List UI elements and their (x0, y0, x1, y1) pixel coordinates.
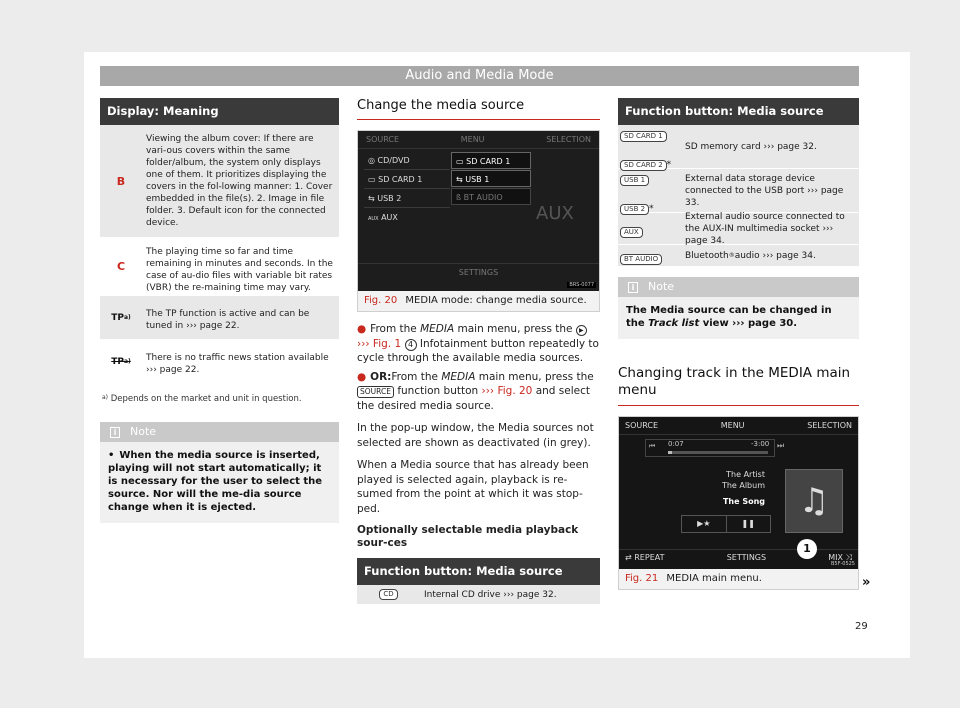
source-description: SD memory card ››› page 32. (685, 141, 817, 152)
table-row (100, 296, 339, 340)
subheading: Optionally selectable media playback sour-ces (357, 524, 579, 549)
pause-icon[interactable]: ❚❚ (741, 519, 755, 528)
table-row (357, 585, 600, 605)
tp-icon: TP a) (111, 312, 131, 323)
paragraph: In the pop-up window, the Media sources not selected are shown as deactivated (in grey). (357, 422, 594, 449)
source-button-bt[interactable]: ß BT AUDIO (451, 188, 531, 205)
source-item-sd1: ▭ SD CARD 1 (364, 170, 450, 189)
callout-number: 4 (405, 339, 417, 351)
tab-selection[interactable]: SELECTION (807, 421, 852, 430)
cd-button: CD (379, 589, 397, 600)
artist-name: The Artist (726, 470, 765, 479)
display-meaning: The TP function is active and can be tuned in ››› page 22. (146, 309, 310, 331)
media-source-screen: SOURCE MENU SELECTION ◎ CD/DVD ▭ SD CARD 1 ⇆ USB 2 AUX AUX ▭ SD CARD 1 ⇆ USB 1 ß BT AUDIO AUX SETTINGS BRS-0077 (358, 131, 599, 291)
table-row (100, 340, 339, 384)
info-icon: i (110, 427, 120, 438)
previous-icon[interactable]: ⏮ (649, 442, 656, 450)
music-note-icon: ♫ (785, 469, 843, 533)
aux-label: AUX (536, 203, 574, 224)
source-item-cd: ◎ CD/DVD (364, 151, 450, 170)
column-left (100, 98, 339, 523)
usb-1-button: USB 1 (620, 175, 649, 186)
table-heading: Function button: Media source (357, 558, 600, 585)
table-row (618, 213, 859, 245)
aux-button: AUX (620, 227, 643, 238)
display-meaning: Viewing the album cover: If there are vari-ous covers within the same folder/album, the system only displays one of them. It prioritizes displaying the covers in the fol-lowing manner: 1. Cover embedded in the file(s). 2. Image in file folder. 3. Default icon for the connected device. (146, 134, 333, 228)
note-text: • When the media source is inserted, playing will not start automatically; it is necessary for the user to select the source. Nor will the me-dia source change when it is ejected. (100, 442, 339, 523)
settings-button[interactable]: SETTINGS (726, 553, 767, 562)
body-text (357, 322, 600, 550)
mix-button[interactable]: MIX ⤨ (828, 553, 852, 562)
figure-code: B5F-0525 (830, 561, 855, 567)
section-title: Change the media source (357, 98, 600, 120)
source-button-usb1[interactable]: ⇆ USB 1 (451, 170, 531, 187)
media-main-screen (619, 417, 858, 569)
note-text: The Media source can be changed in the Track list view ››› page 30. (626, 305, 832, 329)
progress-bar[interactable] (645, 439, 775, 457)
table-row (618, 245, 859, 267)
note-box (618, 277, 859, 339)
table-heading: Function button: Media source (618, 98, 859, 125)
media-source-table-a (357, 558, 600, 605)
table-row (100, 238, 339, 296)
settings-tab: SETTINGS (358, 263, 599, 277)
table-row (100, 125, 339, 238)
step-2: ● OR:From the MEDIA main menu, press the SOURCE function button ››› Fig. 20 and select the desired media source. (357, 370, 594, 412)
source-key: SOURCE (357, 386, 394, 398)
figure-21 (618, 416, 859, 590)
section-title: Changing track in the MEDIA main menu (618, 365, 859, 406)
figure-caption: Fig. 21 MEDIA main menu. (625, 573, 762, 584)
note-header: i Note (100, 422, 339, 442)
figure-20 (357, 130, 600, 312)
song-name: The Song (722, 497, 765, 506)
paragraph: When a Media source that has already been played is selected again, playback is re-sumed from the point at which it was stop-ped. (357, 459, 589, 515)
column-middle (357, 98, 600, 605)
table-row: SD CARD 1 SD CARD 2 * SD memory card ››› page 32. (618, 125, 859, 169)
tab-source[interactable]: SOURCE (625, 421, 659, 430)
display-key: B (116, 174, 126, 188)
column-right (618, 98, 859, 590)
page-header: Audio and Media Mode (100, 66, 859, 86)
tp-crossed-icon: TP a) (111, 356, 131, 367)
display-key: C (116, 260, 126, 273)
continue-marker: » (862, 575, 871, 590)
source-description: Internal CD drive ››› page 32. (424, 589, 557, 600)
sd-card-2-button: SD CARD 2 (620, 160, 667, 171)
note-box (100, 422, 339, 523)
source-description: External data storage device connected to the USB port ››› page 33. (685, 173, 844, 208)
media-source-table-b (618, 98, 859, 267)
figure-caption: Fig. 20 MEDIA mode: change media source. (364, 295, 587, 306)
figure-code: BRS-0077 (569, 282, 594, 288)
source-description: External audio source connected to the AUX-IN multimedia socket ››› page 34. (685, 211, 845, 246)
play-favourite-icon[interactable]: ▶★ (682, 516, 727, 532)
display-table-heading: Display: Meaning (100, 98, 339, 125)
source-item-aux: AUX AUX (368, 213, 398, 222)
sd-card-1-button: SD CARD 1 (620, 131, 667, 142)
time-played: 0:07 (668, 440, 684, 448)
tab-menu[interactable]: MENU (720, 421, 745, 430)
info-icon: i (628, 282, 638, 293)
next-icon[interactable]: ⏭ (777, 441, 785, 450)
step-1: ● From the MEDIA main menu, press the ▶ ››› Fig. 1 4 Infotainment button repeatedly to cycle through the available media sources. (357, 323, 599, 364)
source-item-usb2: ⇆ USB 2 (364, 189, 450, 208)
source-button-sd1[interactable]: ▭ SD CARD 1 (451, 152, 531, 169)
table-row: USB 1 USB 2 * External data storage device connected to the USB port ››› page 33. (618, 169, 859, 213)
note-header: i Note (618, 277, 859, 297)
footnote: $^{a)}$ Depends on the market and unit in question. (102, 394, 302, 404)
repeat-button[interactable]: ⇄ REPEAT (625, 553, 665, 562)
usb-2-button: USB 2 (620, 204, 649, 215)
source-description: Bluetooth ® audio ››› page 34. (685, 250, 816, 261)
album-name: The Album (721, 481, 765, 490)
play-icon: ▶ (576, 325, 587, 336)
display-meaning: There is no traffic news station available ››› page 22. (146, 353, 329, 375)
bt-audio-button: BT AUDIO (620, 254, 662, 265)
callout-number: 1 (797, 539, 817, 559)
display-meaning: The playing time so far and time remaining in minutes and seconds. In the case of au-dio files with variable bit rates (VBR) the re-maining time may vary. (146, 247, 333, 293)
page-number: 29 (855, 621, 868, 632)
time-left: -3:00 (751, 440, 770, 448)
